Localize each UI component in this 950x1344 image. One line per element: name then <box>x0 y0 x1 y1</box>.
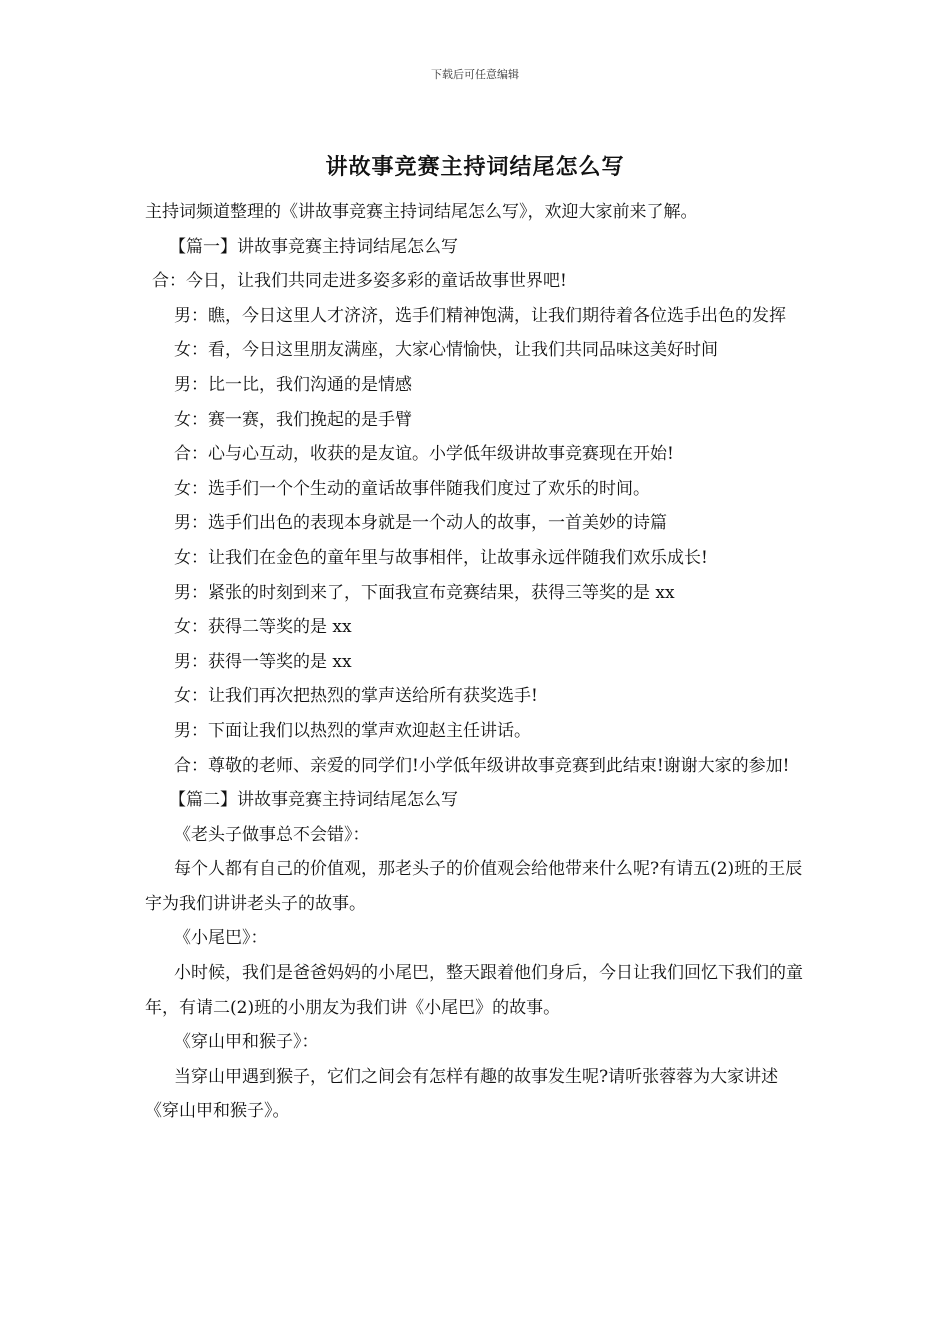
dialogue-line: 男：选手们出色的表现本身就是一个动人的故事，一首美妙的诗篇 <box>174 513 667 534</box>
dialogue-line: 男：紧张的时刻到来了，下面我宣布竞赛结果，获得三等奖的是 xx <box>174 582 675 603</box>
section-heading: 【篇一】讲故事竞赛主持词结尾怎么写 <box>169 236 458 257</box>
document-body <box>145 195 810 1129</box>
story-title: 《穿山甲和猴子》： <box>174 1032 319 1053</box>
story-intro: 每个人都有自己的价值观，那老头子的价值观会给他带来什么呢?有请五(2)班的王辰宇为我们讲讲老头子的故事。 <box>145 859 803 914</box>
story-intro: 小时候，我们是爸爸妈妈的小尾巴，整天跟着他们身后，今日让我们回忆下我们的童年，有请二(2)班的小朋友为我们讲《小尾巴》的故事。 <box>145 963 803 1018</box>
dialogue-line: 男：下面让我们以热烈的掌声欢迎赵主任讲话。 <box>174 720 531 741</box>
dialogue-line: 男：瞧，今日这里人才济济，选手们精神饱满，让我们期待着各位选手出色的发挥 <box>174 305 786 326</box>
story-intro: 当穿山甲遇到猴子，它们之间会有怎样有趣的故事发生呢?请听张蓉蓉为大家讲述《穿山甲和猴子》。 <box>145 1066 779 1122</box>
dialogue-line: 合：今日，让我们共同走进多姿多彩的童话故事世界吧! <box>152 271 567 292</box>
dialogue-line: 男：获得一等奖的是 xx <box>174 651 352 672</box>
intro-paragraph: 主持词频道整理的《讲故事竞赛主持词结尾怎么写》，欢迎大家前来了解。 <box>145 202 698 222</box>
dialogue-line: 女：让我们在金色的童年里与故事相伴，让故事永远伴随我们欢乐成长! <box>174 547 708 568</box>
story-title: 《老头子做事总不会错》： <box>174 824 370 845</box>
section-heading: 【篇二】讲故事竞赛主持词结尾怎么写 <box>169 790 458 811</box>
dialogue-line: 女：选手们一个个生动的童话故事伴随我们度过了欢乐的时间。 <box>174 478 650 499</box>
dialogue-line: 合：心与心互动，收获的是友谊。小学低年级讲故事竞赛现在开始! <box>174 444 674 465</box>
page-header-note: 下载后可任意编辑 <box>431 68 519 81</box>
document-title: 讲故事竞赛主持词结尾怎么写 <box>325 154 625 180</box>
dialogue-line: 女：看，今日这里朋友满座，大家心情愉快，让我们共同品味这美好时间 <box>174 340 718 361</box>
dialogue-line: 男：比一比，我们沟通的是情感 <box>174 374 412 395</box>
dialogue-line: 女：赛一赛，我们挽起的是手臂 <box>174 409 412 430</box>
dialogue-line: 女：获得二等奖的是 xx <box>174 617 352 638</box>
dialogue-line: 女：让我们再次把热烈的掌声送给所有获奖选手! <box>174 686 538 707</box>
dialogue-line: 合：尊敬的老师、亲爱的同学们!小学低年级讲故事竞赛到此结束!谢谢大家的参加! <box>174 755 790 776</box>
story-title: 《小尾巴》： <box>174 928 268 949</box>
